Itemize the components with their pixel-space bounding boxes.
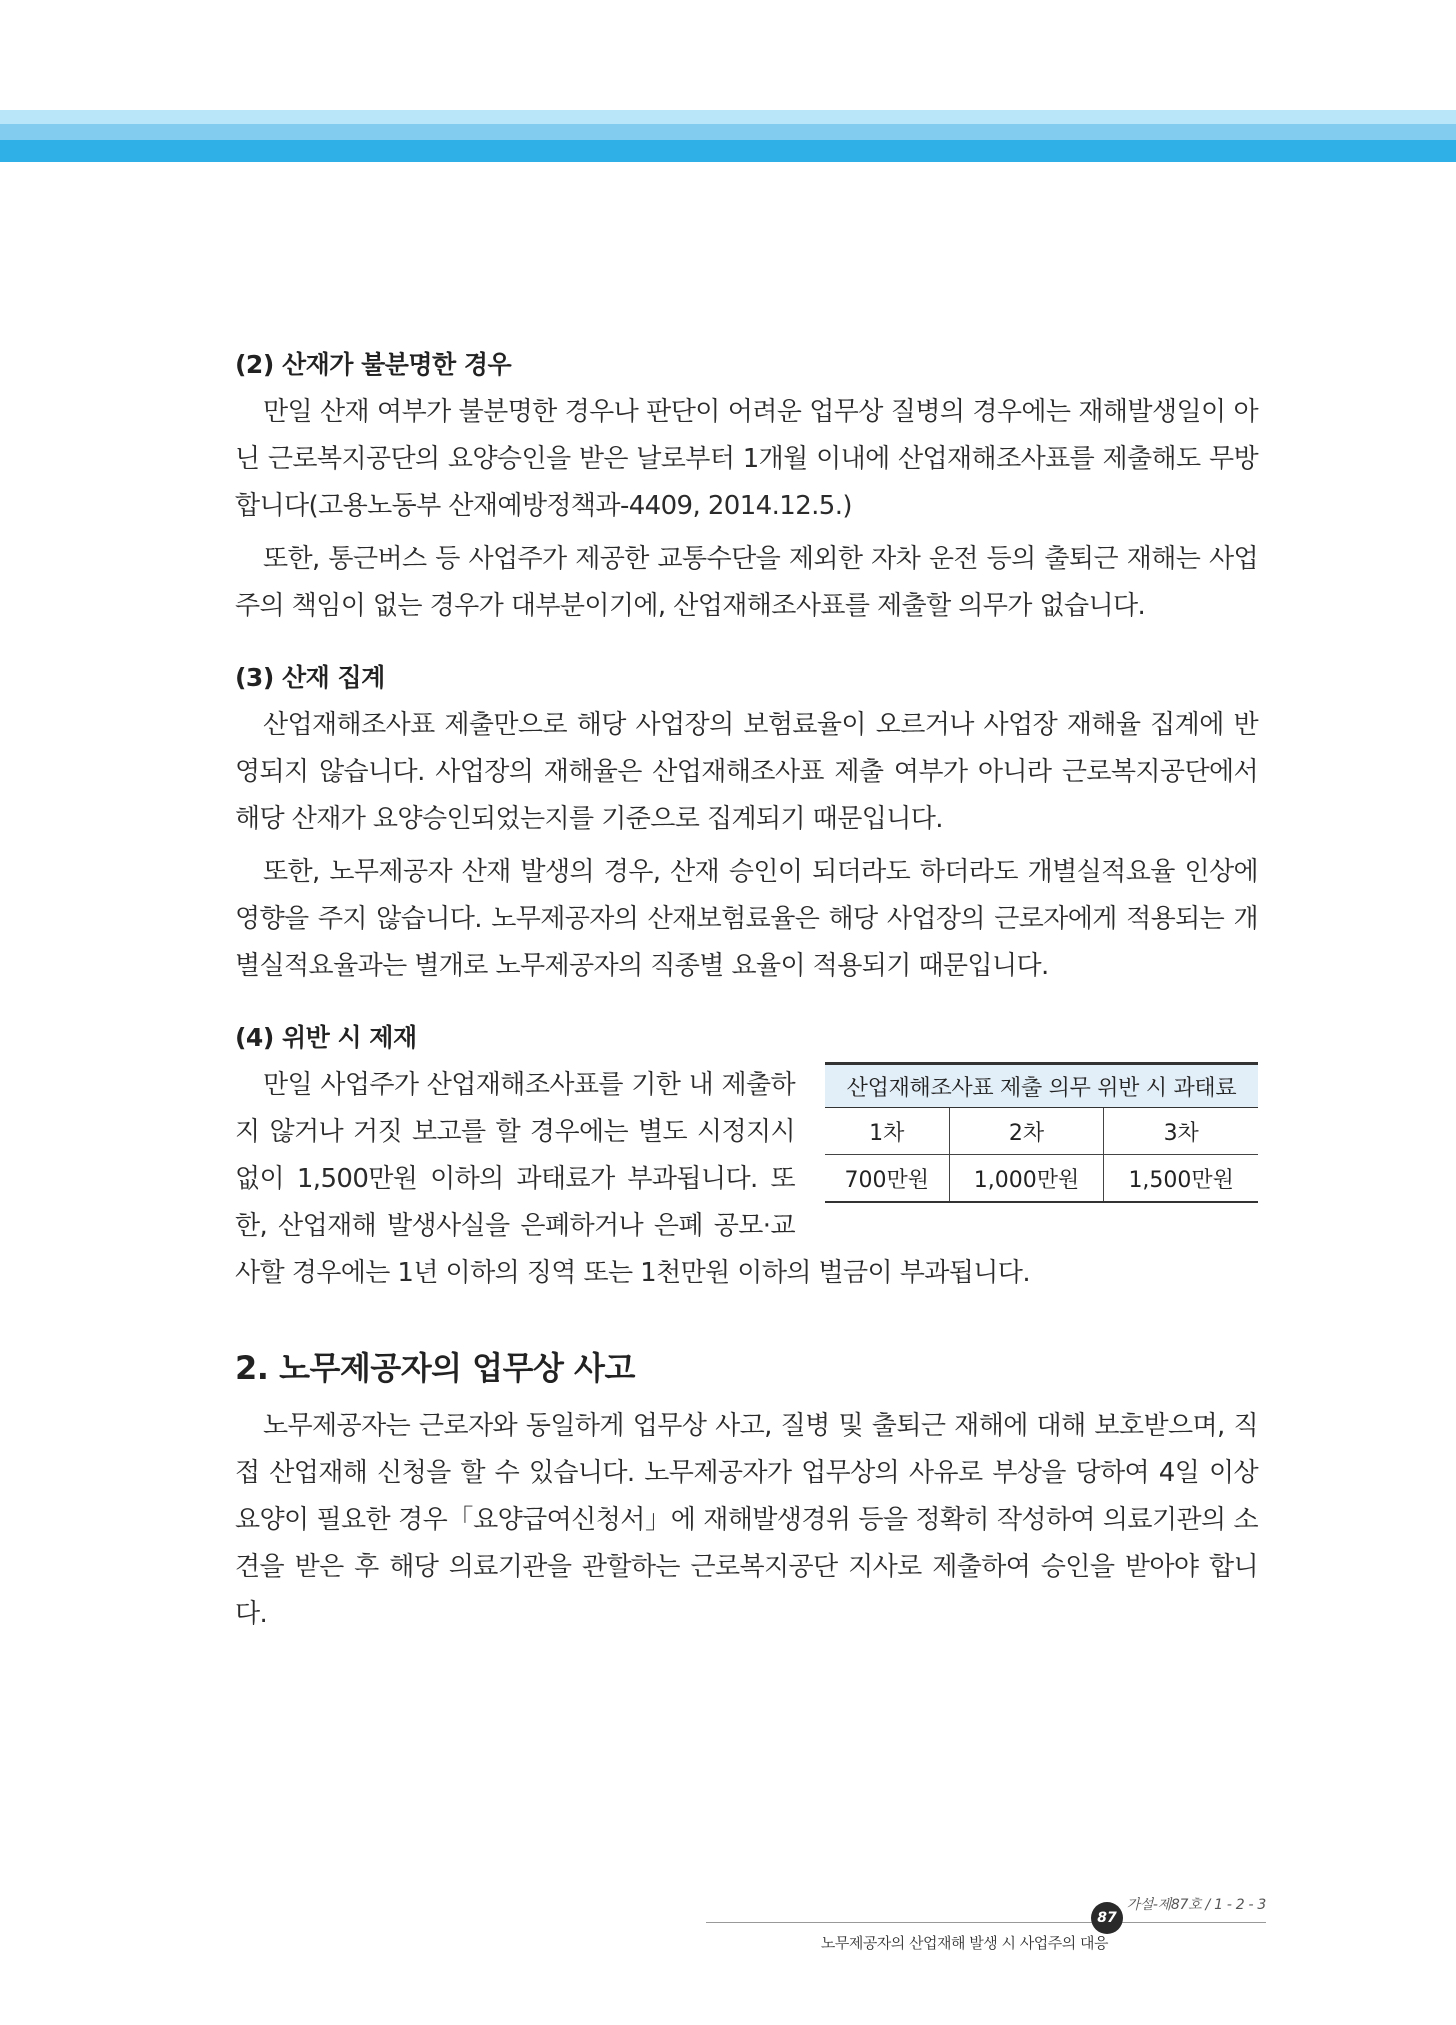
paragraph: 노무제공자는 근로자와 동일하게 업무상 사고, 질병 및 출퇴근 재해에 대해 보호받으며, 직접 산업재해 신청을 할 수 있습니다. 노무제공자가 업무상의 사유로 부상을 당하여 4일 이상 요양이 필요한 경우「요양급여신청서」에 재해발생경위 등을 정확히 작성하여 의료기관의 소견을 받은 후 해당 의료기관을 관할하는 근로복지공단 지사로 제출하여 승인을 받아야 합니다. (235, 1411, 1258, 1629)
paragraph: 만일 사업주가 산업재해조사표를 기한 내 제출하지 않거나 거짓 보고를 할 경우에는 별도 시정지시 없이 1,500만원 이하의 과태료가 부과됩니다. 또한, 산업재해 발생사실을 은폐하거나 은폐 공모·교사할 경우에는 1년 이하의 징역 또는 1천만원 이하의 벌금이 부과됩니다. (235, 1070, 1030, 1288)
paragraph: 산업재해조사표 제출만으로 해당 사업장의 보험료율이 오르거나 사업장 재해율 집계에 반영되지 않습니다. 사업장의 재해율은 산업재해조사표 제출 여부가 아니라 근로복지공단에서 해당 산재가 요양승인되었는지를 기준으로 집계되기 때문입니다. (235, 710, 1258, 834)
page-footer (706, 1890, 1266, 1950)
header-band-dark (0, 140, 1456, 162)
paragraph: 만일 산재 여부가 불분명한 경우나 판단이 어려운 업무상 질병의 경우에는 재해발생일이 아닌 근로복지공단의 요양승인을 받은 날로부터 1개월 이내에 산업재해조사표를 제출해도 무방합니다(고용노동부 산재예방정책과-4409, 2014.12.5.) (235, 397, 1258, 521)
fine-table-header-3rd: 3차 (1104, 1108, 1258, 1155)
section-unclear-accident (235, 345, 1258, 630)
document-code: 가설-제87호 / 1 - 2 - 3 (1126, 1897, 1266, 1913)
fine-table-value-2nd: 1,000만원 (949, 1155, 1104, 1203)
fine-table-header-1st: 1차 (825, 1108, 949, 1155)
page-content (235, 345, 1258, 1638)
chapter-worker-accident (235, 1343, 1258, 1638)
page-number: 87 (1091, 1902, 1123, 1934)
header-band-mid (0, 124, 1456, 140)
section-heading: (4) 위반 시 제재 (235, 1023, 417, 1052)
header-band-light (0, 110, 1456, 124)
footer-divider (706, 1922, 1266, 1923)
section-heading: (2) 산재가 불분명한 경우 (235, 350, 512, 379)
fine-table (825, 1062, 1258, 1203)
fine-table-value-1st: 700만원 (825, 1155, 949, 1203)
fine-table-caption: 산업재해조사표 제출 의무 위반 시 과태료 (825, 1064, 1258, 1108)
paragraph: 또한, 노무제공자 산재 발생의 경우, 산재 승인이 되더라도 하더라도 개별실적요율 인상에 영향을 주지 않습니다. 노무제공자의 산재보험료율은 해당 사업장의 근로자에게 적용되는 개별실적요율과는 별개로 노무제공자의 직종별 요율이 적용되기 때문입니다. (235, 857, 1258, 981)
chapter-heading: 2. 노무제공자의 업무상 사고 (235, 1349, 635, 1387)
section-sanctions (235, 1018, 1258, 1297)
section-accident-statistics (235, 658, 1258, 990)
footer-title: 노무제공자의 산업재해 발생 시 사업주의 대응 (820, 1934, 1108, 1952)
fine-table-value-3rd: 1,500만원 (1104, 1155, 1258, 1203)
section-heading: (3) 산재 집계 (235, 663, 385, 692)
paragraph: 또한, 통근버스 등 사업주가 제공한 교통수단을 제외한 자차 운전 등의 출퇴근 재해는 사업주의 책임이 없는 경우가 대부분이기에, 산업재해조사표를 제출할 의무가 없습니다. (235, 544, 1258, 621)
fine-table-header-2nd: 2차 (949, 1108, 1104, 1155)
